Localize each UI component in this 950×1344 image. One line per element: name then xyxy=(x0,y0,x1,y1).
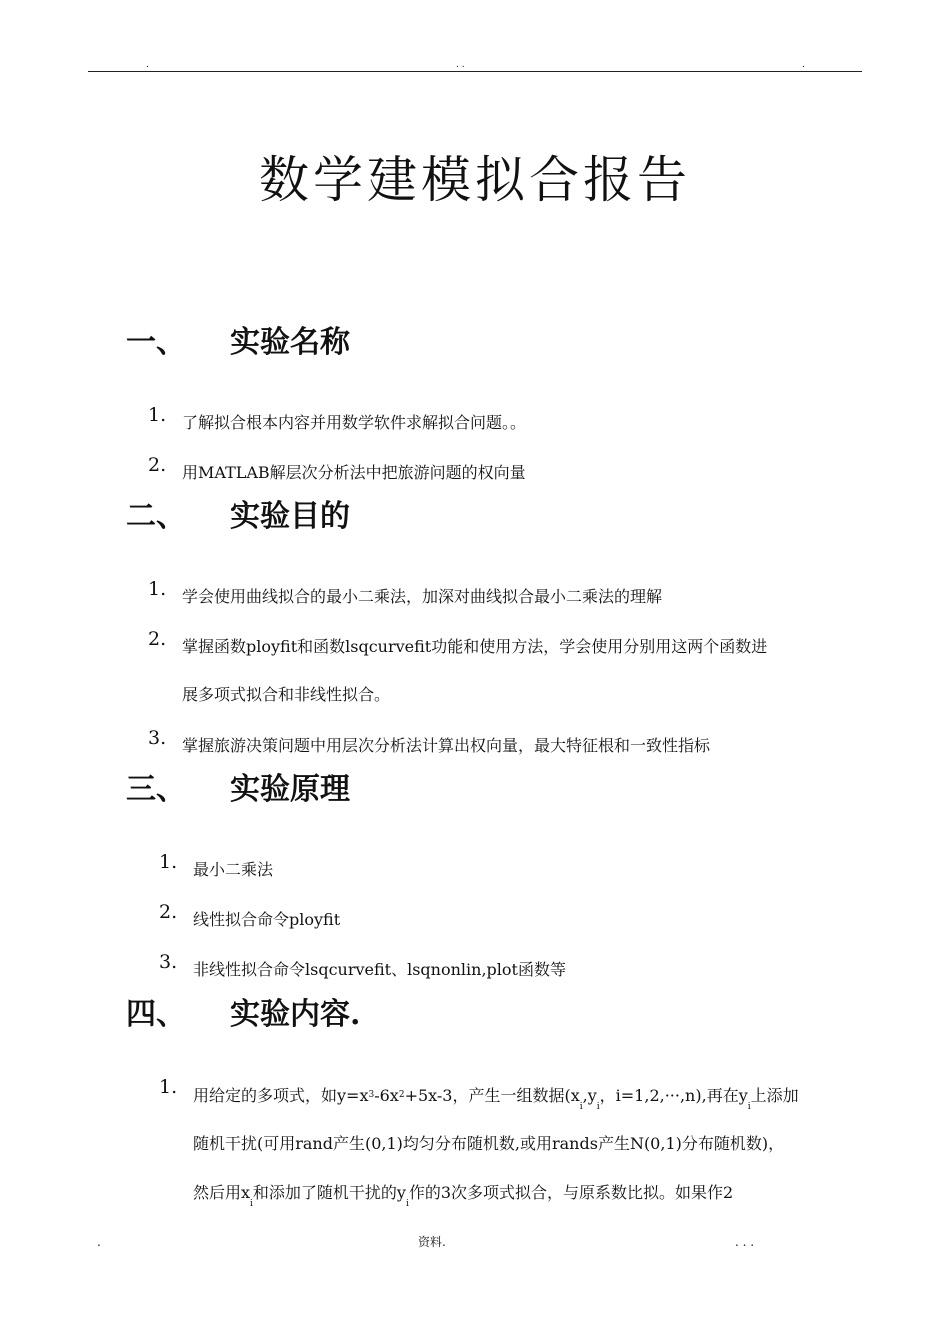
section-heading-2 xyxy=(126,499,350,535)
section-heading-4 xyxy=(126,997,360,1033)
section-number: 二、 xyxy=(126,499,186,534)
text-run: -6x xyxy=(374,1086,399,1105)
section-number: 四、 xyxy=(126,997,186,1032)
header-dot-center: . . xyxy=(456,60,465,70)
list-number: 1. xyxy=(159,1076,178,1098)
list-text-continued: 随机干扰(可用rand产生(0,1)均匀分布随机数,或用rands产生N(0,1)分布随机数)， xyxy=(193,1134,785,1153)
list-text: 掌握函数ployfit和函数lsqcurvefit功能和使用方法，学会使用分别用这两个函数进 xyxy=(182,637,768,656)
list-number: 2. xyxy=(148,628,167,650)
list-number: 1. xyxy=(148,404,167,426)
list-text-continued xyxy=(193,1183,733,1214)
subscript: i xyxy=(250,1199,253,1209)
list-number: 3. xyxy=(159,951,178,973)
list-text: 用MATLAB解层次分析法中把旅游问题的权向量 xyxy=(182,463,526,482)
section-heading-3 xyxy=(126,772,350,808)
section-title: 实验内容. xyxy=(230,997,361,1032)
section-title: 实验目的 xyxy=(230,499,350,534)
header-dot-right: . xyxy=(802,60,805,70)
text-run: 和添加了随机干扰的y xyxy=(252,1183,406,1202)
list-number: 2. xyxy=(159,901,178,923)
text-run: 上添加 xyxy=(750,1086,799,1105)
subscript: i xyxy=(747,1102,751,1112)
text-run: +5x-3，产生一组数据(x xyxy=(404,1086,580,1105)
text-run: 然后用x xyxy=(193,1183,251,1202)
footer-left: . xyxy=(97,1235,101,1249)
list-text: 最小二乘法 xyxy=(193,860,274,879)
superscript: 3 xyxy=(368,1090,375,1100)
list-text: 线性拟合命令ployfit xyxy=(193,910,341,929)
page-title: 数学建模拟合报告 xyxy=(259,151,691,209)
list-text xyxy=(193,1085,799,1117)
list-text: 非线性拟合命令lsqcurvefit、lsqnonlin,plot函数等 xyxy=(193,960,566,979)
section-number: 三、 xyxy=(126,772,186,807)
list-number: 1. xyxy=(148,578,167,600)
list-text: 掌握旅游决策问题中用层次分析法计算出权向量，最大特征根和一致性指标 xyxy=(182,736,711,755)
text-run: 用给定的多项式，如y=x xyxy=(193,1086,369,1105)
section-title: 实验名称 xyxy=(230,325,350,360)
header-rule xyxy=(88,71,862,72)
list-text: 学会使用曲线拟合的最小二乘法，加深对曲线拟合最小二乘法的理解 xyxy=(182,587,663,606)
text-run: ，i=1,2,···,n),再在y xyxy=(599,1086,748,1105)
section-title: 实验原理 xyxy=(230,772,350,807)
footer-center: 资料. xyxy=(418,1235,446,1249)
list-number: 3. xyxy=(148,727,167,749)
section-heading-1 xyxy=(126,325,350,361)
text-run: ,y xyxy=(582,1086,597,1105)
subscript: i xyxy=(596,1102,600,1112)
superscript: 2 xyxy=(398,1090,405,1100)
list-text: 了解拟合根本内容并用数学软件求解拟合问题。。 xyxy=(182,413,527,432)
list-text-continued: 展多项式拟合和非线性拟合。 xyxy=(182,685,391,704)
text-run: 作的3次多项式拟合，与原系数比拟。如果作2 xyxy=(408,1183,734,1202)
subscript: i xyxy=(579,1102,583,1112)
list-number: 2. xyxy=(148,454,167,476)
header-dot-left: . xyxy=(146,60,149,70)
list-number: 1. xyxy=(159,851,178,873)
subscript: i xyxy=(405,1199,409,1209)
section-number: 一、 xyxy=(126,325,186,360)
footer-right: . . . xyxy=(735,1235,755,1249)
